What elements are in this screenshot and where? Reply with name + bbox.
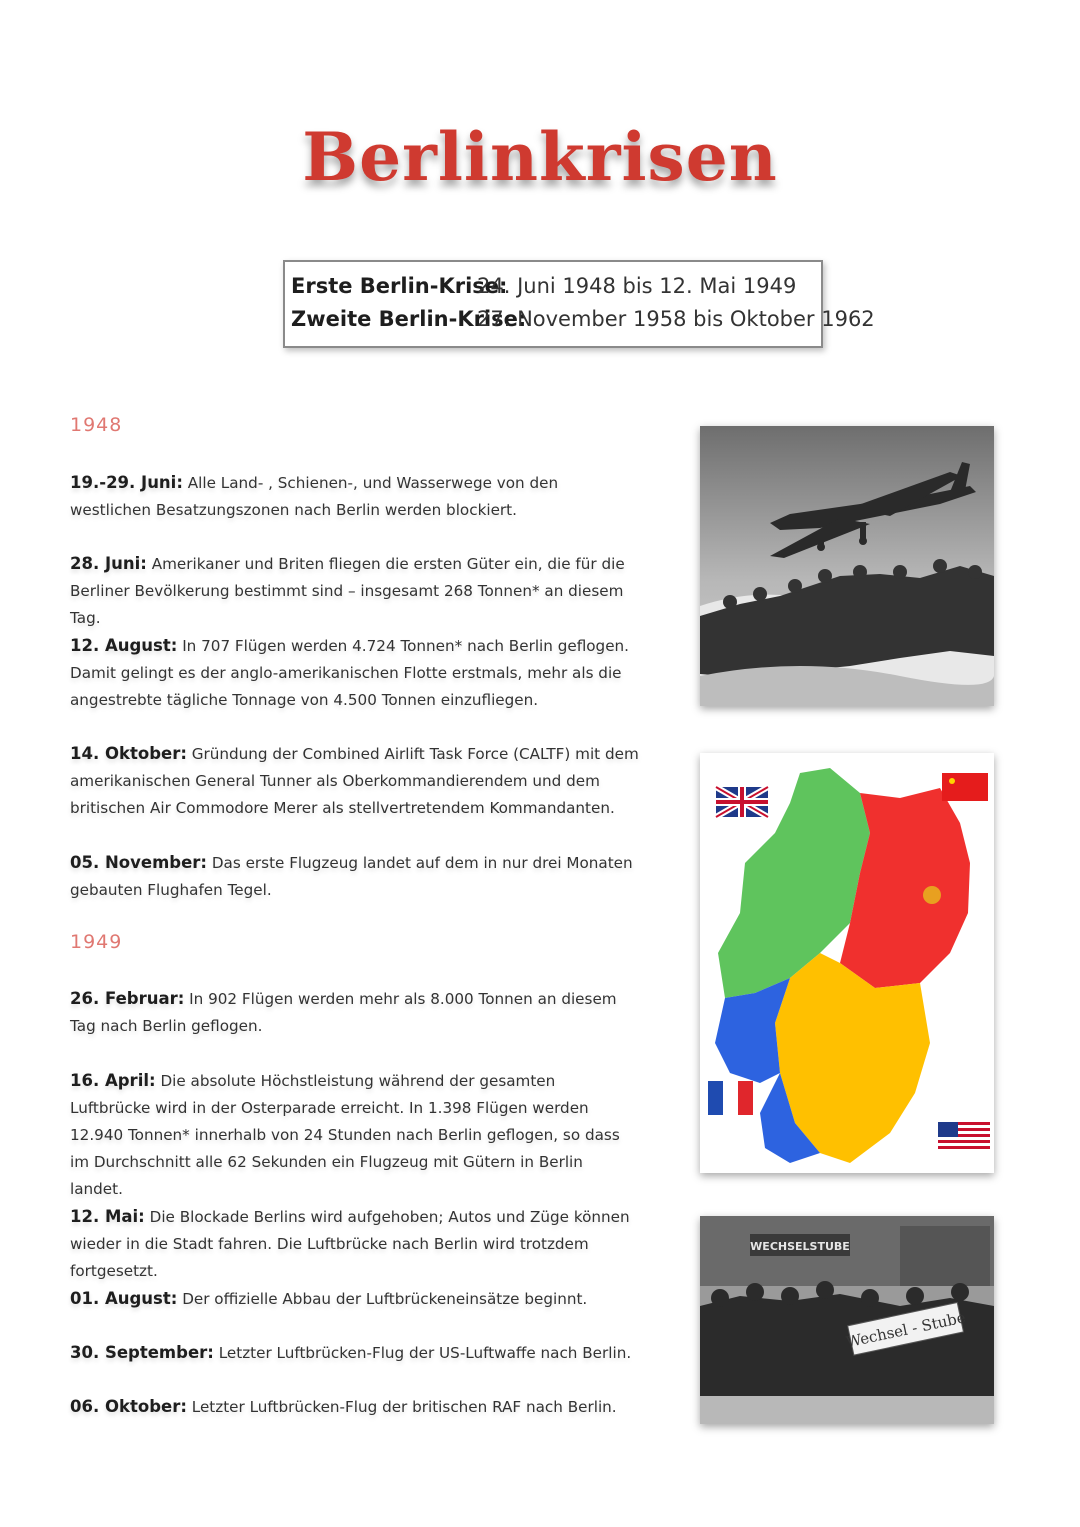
airlift-photo bbox=[700, 426, 994, 706]
uk-flag-icon bbox=[716, 787, 768, 817]
entry-text: Die Blockade Berlins wird aufgehoben; Autos und Züge können wieder in die Stadt fahren. Die Luftbrücke nach Berlin wird trotzdem fortgesetzt. bbox=[70, 1208, 630, 1280]
entry-date: 01. August: bbox=[70, 1289, 178, 1308]
timeline-entry bbox=[70, 1203, 640, 1285]
entry-text: In 902 Flügen werden mehr als 8.000 Tonnen an diesem Tag nach Berlin geflogen. bbox=[70, 990, 617, 1035]
summary-first-value: 24. Juni 1948 bis 12. Mai 1949 bbox=[477, 274, 797, 298]
entry-date: 05. November: bbox=[70, 853, 207, 872]
entry-text: Alle Land- , Schienen-, und Wasserwege von den westlichen Besatzungszonen nach Berlin werden blockiert. bbox=[70, 474, 559, 519]
entry-date: 28. Juni: bbox=[70, 554, 147, 573]
timeline-entry bbox=[70, 985, 640, 1040]
wechselstube-photo-graphic bbox=[700, 1216, 994, 1424]
hand-sign: Wechsel - Stube bbox=[844, 1308, 968, 1352]
entry-date: 19.-29. Juni: bbox=[70, 473, 183, 492]
year-heading-1949: 1949 bbox=[70, 931, 123, 953]
timeline-entry bbox=[70, 849, 640, 904]
crisis-summary-box bbox=[283, 260, 875, 348]
summary-first-label: Erste Berlin-Krise: bbox=[291, 274, 508, 298]
entry-text: Letzter Luftbrücken-Flug der US-Luftwaffe nach Berlin. bbox=[218, 1344, 632, 1362]
entry-date: 30. September: bbox=[70, 1343, 214, 1362]
zones-map-graphic bbox=[700, 753, 994, 1173]
year-heading-1948: 1948 bbox=[70, 414, 123, 436]
entry-date: 12. August: bbox=[70, 636, 178, 655]
entry-text: Der offizielle Abbau der Luftbrückeneinsätze beginnt. bbox=[182, 1290, 588, 1308]
entry-date: 16. April: bbox=[70, 1071, 156, 1090]
entry-text: In 707 Flügen werden 4.724 Tonnen* nach Berlin geflogen. Damit gelingt es der anglo-amerikanischen Flotte erstmals, mehr als die angestrebte tägliche Tonnage von 4.500 Tonnen einzufliegen. bbox=[70, 637, 629, 709]
timeline-entry bbox=[70, 1067, 640, 1203]
shop-sign: WECHSELSTUBE bbox=[750, 1240, 850, 1253]
french-flag-icon bbox=[708, 1081, 753, 1115]
wechselstube-photo bbox=[700, 1216, 994, 1424]
summary-second-value: 27. November 1958 bis Oktober 1962 bbox=[477, 307, 875, 331]
entry-text: Die absolute Höchstleistung während der gesamten Luftbrücke wird in der Osterparade erreicht. In 1.398 Flügen werden 12.940 Tonnen* innerhalb von 24 Stunden nach Berlin geflogen, so dass im Durchschnitt alle 62 Sekunden ein Flugzeug mit Gütern in Berlin landet. bbox=[70, 1072, 620, 1198]
timeline-entry bbox=[70, 1393, 640, 1421]
soviet-flag-icon bbox=[942, 773, 988, 801]
entry-date: 12. Mai: bbox=[70, 1207, 145, 1226]
summary-second-label: Zweite Berlin-Krise: bbox=[291, 307, 527, 331]
timeline-entry bbox=[70, 469, 640, 524]
timeline-entry bbox=[70, 632, 640, 714]
entry-text: Gründung der Combined Airlift Task Force (CALTF) mit dem amerikanischen General Tunner als Oberkommandierendem und dem britischen Air Commodore Merer als stellvertretendem Kommandanten. bbox=[70, 745, 639, 817]
us-flag-icon bbox=[938, 1122, 990, 1152]
entry-date: 06. Oktober: bbox=[70, 1397, 187, 1416]
entry-date: 14. Oktober: bbox=[70, 744, 187, 763]
summary-row-second bbox=[291, 307, 875, 331]
entry-text: Amerikaner und Briten fliegen die ersten Güter ein, die für die Berliner Bevölkerung bestimmt sind – insgesamt 268 Tonnen* an diesem Tag. bbox=[70, 555, 625, 627]
entry-date: 26. Februar: bbox=[70, 989, 185, 1008]
timeline-entry bbox=[70, 1285, 640, 1313]
occupation-zones-map bbox=[700, 753, 994, 1173]
entry-text: Das erste Flugzeug landet auf dem in nur drei Monaten gebauten Flughafen Tegel. bbox=[70, 854, 633, 899]
summary-row-first bbox=[291, 274, 796, 298]
airlift-photo-graphic bbox=[700, 426, 994, 706]
entry-text: Letzter Luftbrücken-Flug der britischen RAF nach Berlin. bbox=[191, 1398, 617, 1416]
page-title: Berlinkrisen bbox=[302, 118, 778, 196]
timeline-entry bbox=[70, 1339, 640, 1367]
timeline-entry bbox=[70, 740, 640, 822]
timeline-entry bbox=[70, 550, 640, 632]
